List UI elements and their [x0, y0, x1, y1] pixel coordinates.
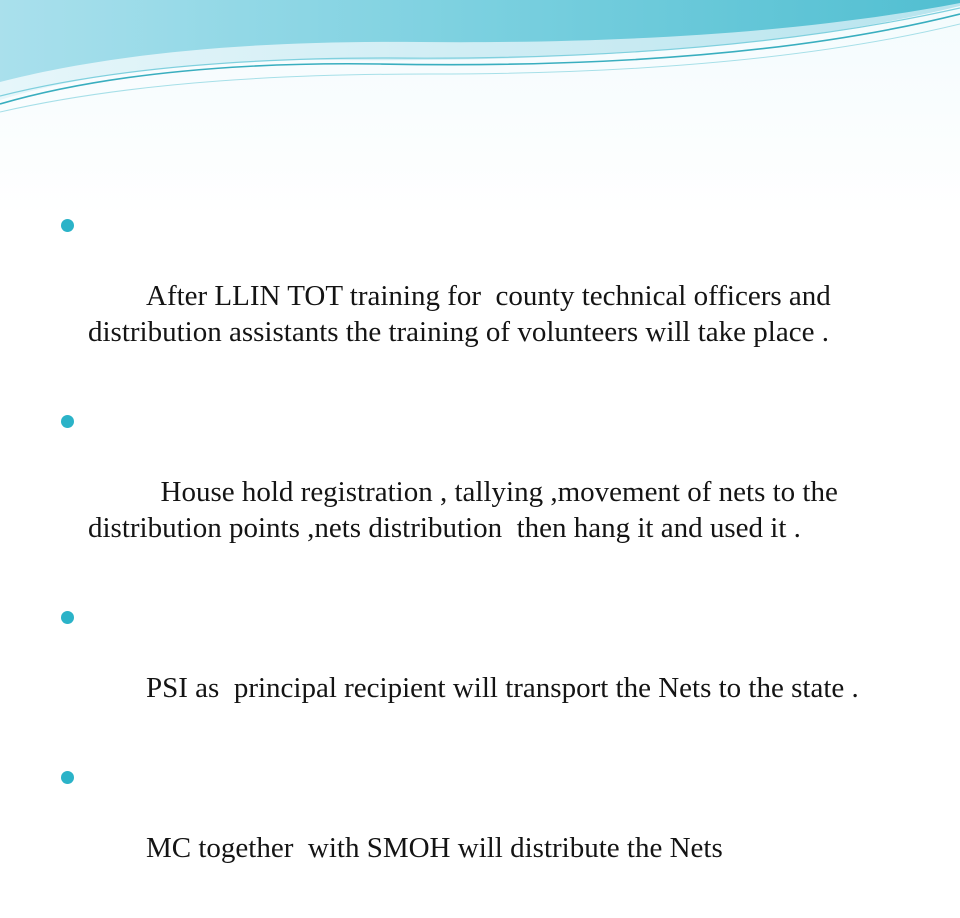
bullet-text: PSI as principal recipient will transport the Nets to the state .: [146, 672, 859, 704]
bullet-list: [60, 206, 920, 902]
bullet-item: [60, 758, 920, 902]
bullet-text: After LLIN TOT training for county technical officers and distribution assistants the training of volunteers will take place .: [88, 280, 839, 348]
content-area: [60, 206, 920, 918]
bullet-dot-icon: [61, 415, 74, 428]
bullet-dot-icon: [61, 611, 74, 624]
bullet-dot-icon: [61, 771, 74, 784]
bullet-dot-icon: [61, 219, 74, 232]
bullet-item: [60, 402, 920, 582]
bullet-item: [60, 598, 920, 742]
bullet-text: House hold registration , tallying ,movement of nets to the distribution points ,nets distribution then hang it and used it .: [88, 476, 846, 544]
header-wave-decoration: [0, 0, 960, 130]
bullet-item: [60, 206, 920, 386]
bullet-text: MC together with SMOH will distribute the Nets: [146, 832, 723, 864]
